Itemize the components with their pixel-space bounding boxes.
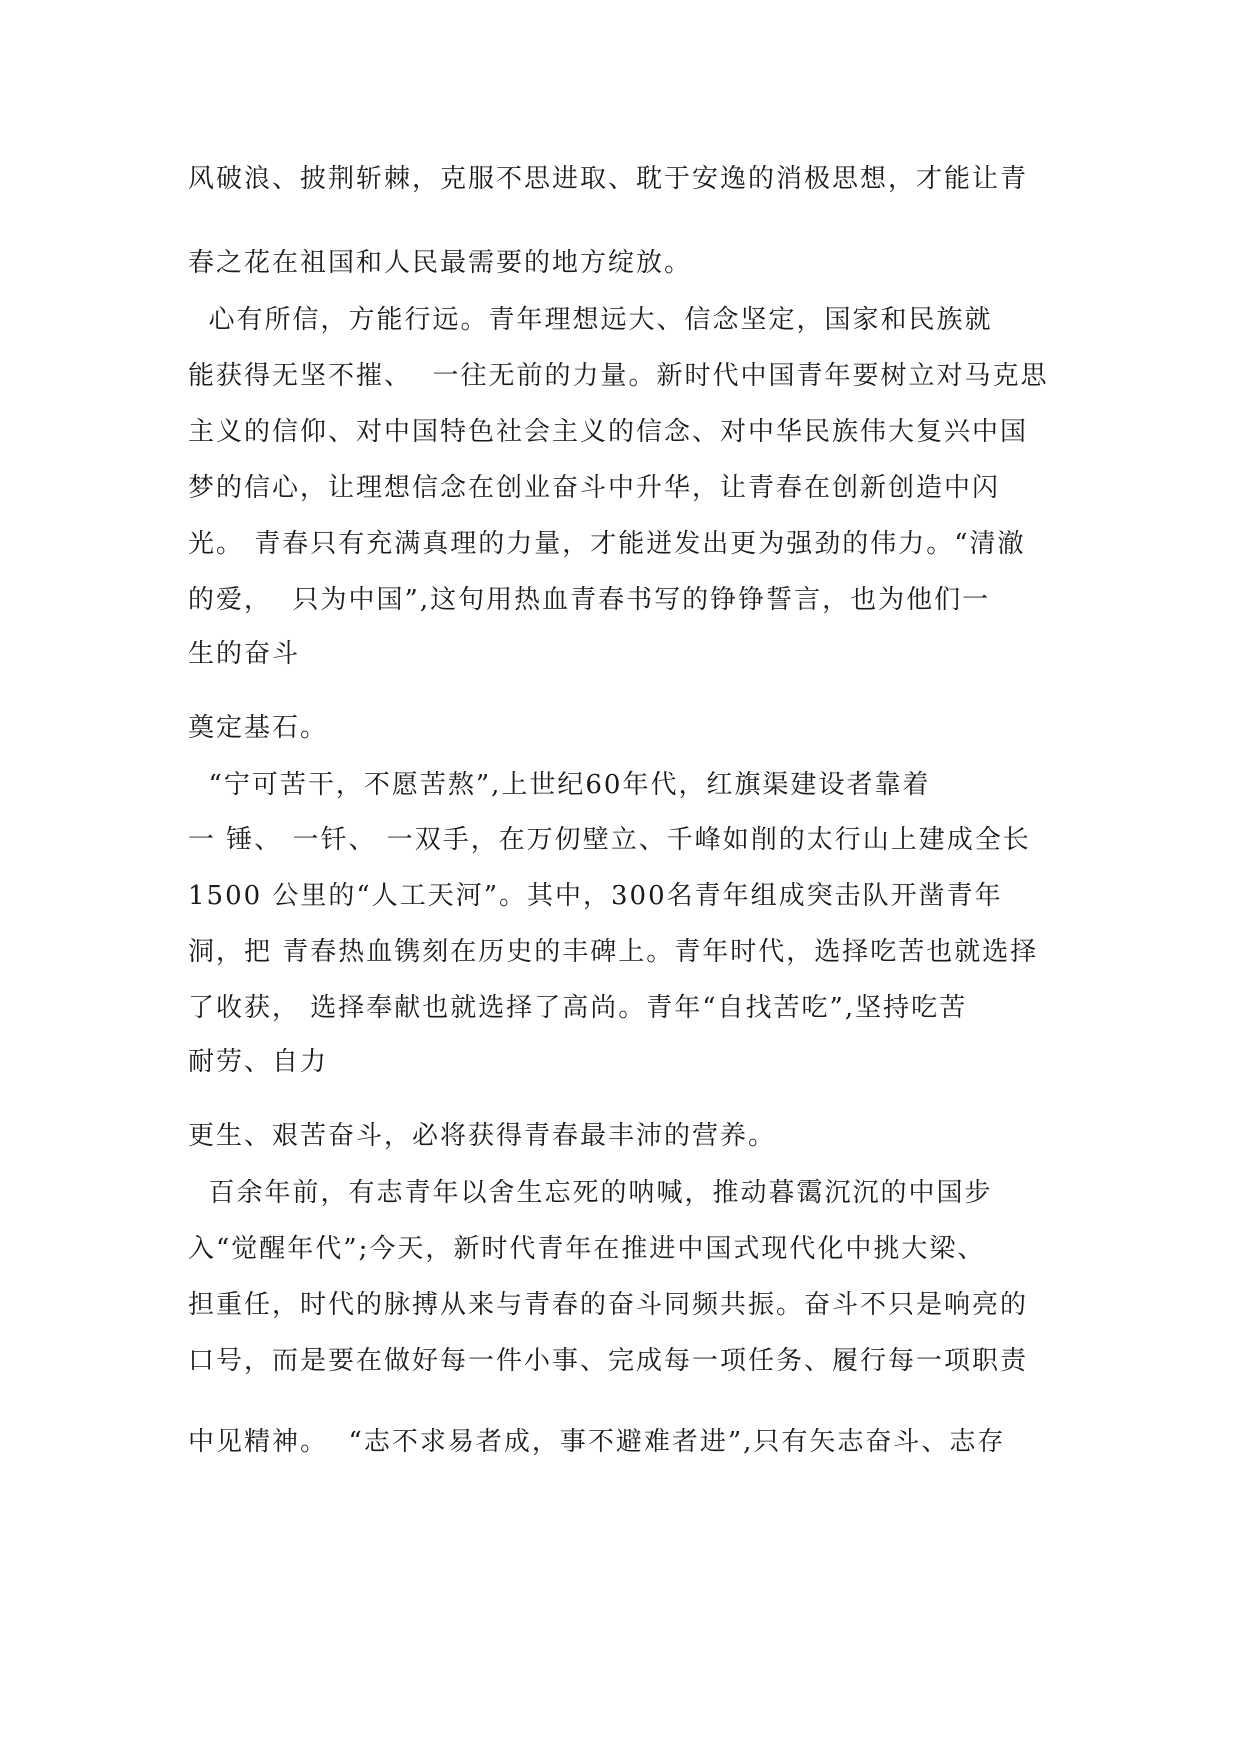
text-line: 风破浪、披荆斩棘，克服不思进取、耽于安逸的消极思想，才能让青: [188, 164, 1029, 194]
text-line: 耐劳、自力: [188, 1047, 329, 1077]
text-line: 奠定基石。: [188, 713, 329, 743]
text-line: 百余年前，有志青年以舍生忘死的呐喊，推动暮霭沉沉的中国步: [188, 1178, 993, 1208]
text-line: “宁可苦干，不愿苦熬”,上世纪60年代，红旗渠建设者靠着: [188, 770, 931, 800]
text-line: 担重任，时代的脉搏从来与青春的奋斗同频共振。奋斗不只是响亮的: [188, 1290, 1029, 1320]
text-line: 能获得无坚不摧、 一往无前的力量。新时代中国青年要树立对马克思: [188, 361, 1049, 391]
text-line: 更生、艰苦奋斗，必将获得青春最丰沛的营养。: [188, 1121, 777, 1151]
text-line: 的爱， 只为中国”,这句用热血青春书写的铮铮誓言，也为他们一: [188, 585, 991, 615]
text-line: 心有所信，方能行远。青年理想远大、信念坚定，国家和民族就: [188, 305, 993, 335]
text-line: 1500 公里的“人工天河”。其中，300名青年组成突击队开凿青年: [188, 881, 1003, 911]
text-line: 生的奋斗: [188, 639, 301, 669]
text-line: 洞，把 青春热血镌刻在历史的丰碑上。青年时代，选择吃苦也就选择: [188, 937, 1039, 967]
text-line: 中见精神。 “志不求易者成，事不避难者进”,只有矢志奋斗、志存: [188, 1427, 1006, 1457]
text-line: 了收获， 选择奉献也就选择了高尚。青年“自找苦吃”,坚持吃苦: [188, 993, 968, 1023]
text-line: 光。 青春只有充满真理的力量，才能迸发出更为强劲的伟力。“清澈: [188, 529, 1026, 559]
text-line: 梦的信心，让理想信念在创业奋斗中升华，让青春在创新创造中闪: [188, 473, 1001, 503]
text-line: 春之花在祖国和人民最需要的地方绽放。: [188, 248, 693, 278]
text-line: 一 锤、 一钎、 一双手，在万仞壁立、千峰如削的太行山上建成全长: [188, 825, 1031, 855]
text-line: 入“觉醒年代”;今天，新时代青年在推进中国式现代化中挑大梁、: [188, 1234, 986, 1264]
text-line: 口号，而是要在做好每一件小事、完成每一项任务、履行每一项职责: [188, 1346, 1029, 1376]
text-line: 主义的信仰、对中国特色社会主义的信念、对中华民族伟大复兴中国: [188, 417, 1029, 447]
